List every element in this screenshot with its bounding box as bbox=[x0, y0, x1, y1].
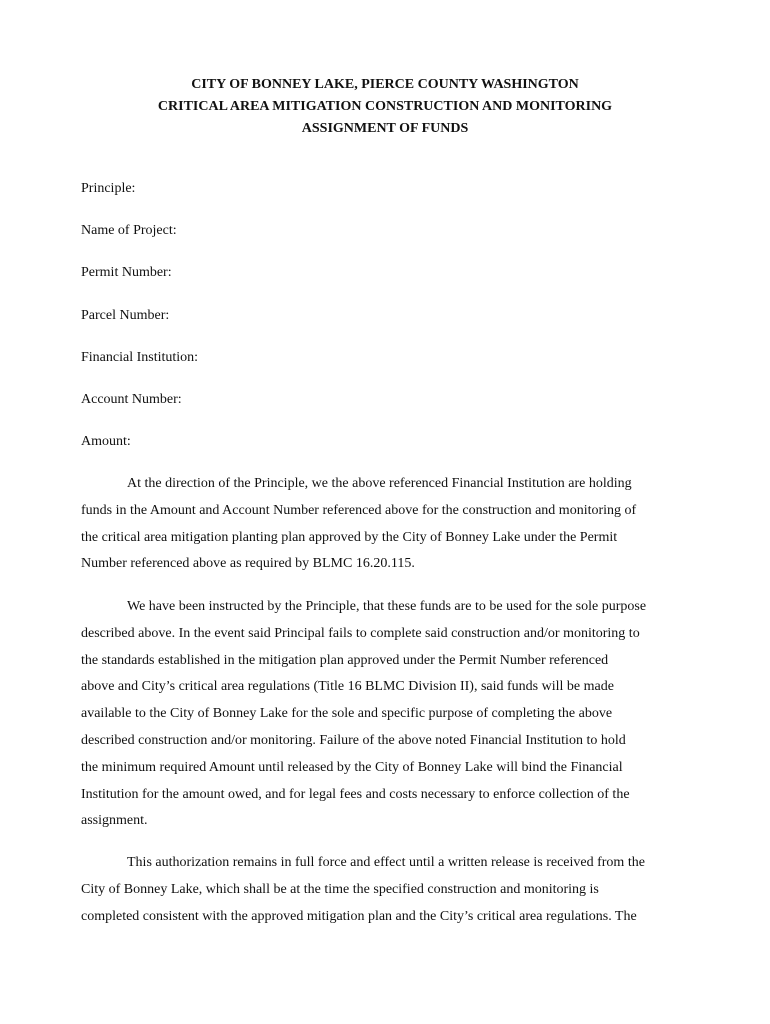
paragraph-instructions bbox=[81, 598, 691, 839]
paragraph-line: the standards established in the mitigation plan approved under the Permit Number referenced bbox=[81, 652, 609, 668]
field-financial-institution: Financial Institution: bbox=[81, 350, 199, 365]
paragraph-line: We have been instructed by the Principle, that these funds are to be used for the sole purpose bbox=[127, 599, 647, 614]
field-permit-number: Permit Number: bbox=[81, 265, 172, 280]
field-parcel-number: Parcel Number: bbox=[81, 308, 170, 323]
heading-line-2: CRITICAL AREA MITIGATION CONSTRUCTION AND MONITORING bbox=[157, 99, 613, 114]
paragraph-line: the minimum required Amount until released by the City of Bonney Lake will bind the Financial bbox=[81, 759, 623, 775]
paragraph-line: At the direction of the Principle, we the above referenced Financial Institution are holding bbox=[127, 476, 632, 491]
paragraph-line: described construction and/or monitoring. Failure of the above noted Financial Institution to hold bbox=[81, 732, 626, 748]
paragraph-line: the critical area mitigation planting plan approved by the City of Bonney Lake under the Permit bbox=[81, 529, 618, 545]
heading-line-1: CITY OF BONNEY LAKE, PIERCE COUNTY WASHINGTON bbox=[191, 77, 579, 92]
paragraph-line: described above. In the event said Principal fails to complete said construction and/or monitoring to bbox=[81, 625, 640, 641]
field-amount: Amount: bbox=[81, 434, 131, 449]
paragraph-line: above and City’s critical area regulations (Title 16 BLMC Division II), said funds will be made bbox=[81, 679, 614, 695]
document-heading bbox=[0, 74, 770, 140]
paragraph-direction bbox=[81, 475, 691, 582]
heading-line-3: ASSIGNMENT OF FUNDS bbox=[301, 121, 469, 136]
paragraph-line: Institution for the amount owed, and for legal fees and costs necessary to enforce collection of the bbox=[81, 786, 630, 802]
field-principle: Principle: bbox=[81, 181, 136, 196]
paragraph-line: Number referenced above as required by BLMC 16.20.115. bbox=[81, 556, 415, 572]
paragraph-line: assignment. bbox=[81, 813, 148, 829]
paragraph-line: funds in the Amount and Account Number referenced above for the construction and monitoring of bbox=[81, 502, 637, 518]
field-account-number: Account Number: bbox=[81, 392, 182, 407]
paragraph-line: This authorization remains in full force and effect until a written release is received from the bbox=[127, 855, 645, 870]
paragraph-line: City of Bonney Lake, which shall be at the time the specified construction and monitoring is bbox=[81, 881, 599, 897]
paragraph-line: available to the City of Bonney Lake for the sole and specific purpose of completing the above bbox=[81, 706, 613, 722]
field-project-name: Name of Project: bbox=[81, 223, 177, 238]
paragraph-line: completed consistent with the approved mitigation plan and the City’s critical area regulations. The bbox=[81, 908, 637, 924]
paragraph-authorization bbox=[81, 854, 691, 934]
